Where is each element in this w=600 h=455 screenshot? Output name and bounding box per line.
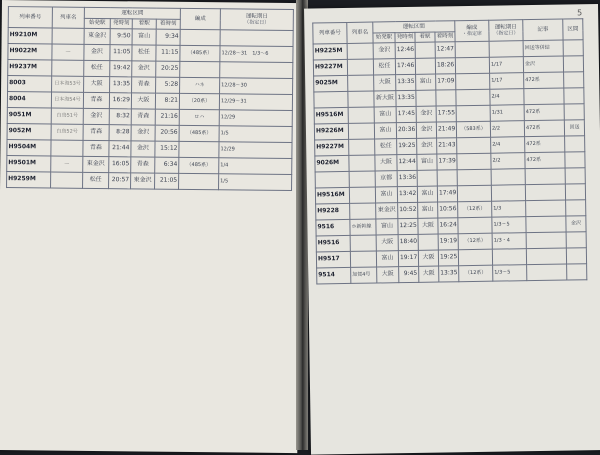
cell-dep: 10:52 <box>398 202 418 218</box>
cell-from: 青森 <box>83 124 109 140</box>
cell-no: H9210M <box>8 28 52 44</box>
cell-arr: 17:39 <box>437 154 457 170</box>
cell-section <box>563 40 583 56</box>
cell-remarks <box>525 184 565 201</box>
cell-to: 大阪 <box>418 250 438 266</box>
cell-dep: 19:17 <box>398 250 418 266</box>
cell-formation <box>456 73 490 90</box>
cell-formation: （583系） <box>456 121 490 138</box>
cell-no: H9226M <box>314 123 348 140</box>
cell-arr: 10:56 <box>438 202 458 218</box>
cell-no: H9517 <box>316 251 350 268</box>
cell-name <box>348 107 374 123</box>
cell-to: 金沢 <box>131 125 155 141</box>
cell-no: H9516M <box>314 107 348 124</box>
cell-no: H9228 <box>316 203 350 220</box>
cell-name: — <box>51 156 83 172</box>
cell-remarks: 472系 <box>524 104 564 121</box>
cell-to: 青森 <box>132 77 156 93</box>
cell-remarks: 472系 <box>524 72 564 89</box>
cell-to: 富山 <box>418 202 438 218</box>
cell-to: 富山 <box>417 186 437 202</box>
cell-to: 大阪 <box>419 266 439 282</box>
cell-no: H9022M <box>8 44 52 60</box>
cell-dep: 12:25 <box>398 218 418 234</box>
header-dep-time: 発時刻 <box>395 32 415 42</box>
cell-arr: 21:49 <box>436 122 456 138</box>
cell-to: 金沢 <box>416 106 436 122</box>
cell-arr: 21:16 <box>155 109 179 125</box>
left-timetable-body <box>7 28 294 191</box>
cell-formation: ロハ <box>179 109 219 125</box>
cell-from: 金沢 <box>84 44 110 60</box>
cell-from: 富山 <box>374 123 396 139</box>
cell-arr: 11:15 <box>156 45 180 61</box>
cell-dep: 13:36 <box>397 170 417 186</box>
cell-no: 8004 <box>7 92 51 108</box>
cell-days: 1/17 <box>490 73 524 90</box>
cell-section <box>564 72 584 88</box>
cell-dep: 13:35 <box>110 77 132 93</box>
cell-name: 加賀4号 <box>351 267 377 283</box>
cell-days <box>220 30 293 47</box>
cell-dep: 18:40 <box>398 234 418 250</box>
cell-dep: 16:05 <box>109 157 131 173</box>
cell-section <box>566 200 586 216</box>
cell-name: 日本海54号 <box>51 92 83 108</box>
cell-section <box>565 136 585 152</box>
cell-formation <box>180 61 220 77</box>
header-days-label: 運転期日 <box>245 13 268 20</box>
cell-remarks <box>525 168 565 185</box>
cell-name: 日本海53号 <box>52 76 84 92</box>
cell-name <box>348 123 374 139</box>
cell-name <box>348 75 374 91</box>
cell-from: 東金沢 <box>376 203 398 219</box>
cell-name: 白鳥52号 <box>51 124 83 140</box>
cell-from: 青森 <box>83 140 109 156</box>
cell-remarks: 472系 <box>525 136 565 153</box>
cell-to: 金沢 <box>417 138 437 154</box>
cell-no: 9051M <box>7 108 51 124</box>
cell-to: 東金沢 <box>131 173 155 189</box>
cell-days: 1/5 <box>219 126 292 143</box>
cell-from: 新大阪 <box>374 91 396 107</box>
cell-no: 9026M <box>315 155 349 172</box>
cell-days <box>491 169 525 186</box>
cell-from: 大阪 <box>376 235 398 251</box>
cell-section: 金沢 <box>566 216 586 232</box>
cell-formation <box>179 173 219 189</box>
cell-dep: 12:46 <box>395 42 415 58</box>
cell-from: 大阪 <box>374 75 396 91</box>
cell-from: 大阪 <box>375 155 397 171</box>
cell-no <box>314 91 348 108</box>
cell-dep: 17:46 <box>395 58 415 74</box>
cell-section <box>564 88 584 104</box>
cell-from: 富山 <box>376 251 398 267</box>
cell-days <box>220 62 293 79</box>
cell-formation: （20系） <box>179 93 219 109</box>
cell-arr: 20:56 <box>155 125 179 141</box>
cell-name <box>347 59 373 75</box>
cell-arr: 13:35 <box>439 266 459 282</box>
cell-dep: 12:44 <box>397 154 417 170</box>
cell-days: 1/3〜5 <box>493 265 527 282</box>
cell-days: 2/4 <box>490 89 524 106</box>
cell-formation <box>457 169 491 186</box>
cell-no: H9227M <box>313 59 347 76</box>
cell-name <box>348 91 374 107</box>
cell-no: H9501M <box>7 156 51 172</box>
cell-from: 富山 <box>375 187 397 203</box>
cell-to: 金沢 <box>131 141 155 157</box>
header-days <box>220 9 293 31</box>
cell-name <box>350 203 376 219</box>
cell-formation <box>458 249 492 266</box>
cell-dep: 13:35 <box>396 90 416 106</box>
cell-dep: 13:35 <box>396 74 416 90</box>
cell-from: 青森 <box>83 92 109 108</box>
table-row <box>7 172 292 191</box>
cell-name <box>51 172 83 188</box>
cell-formation: ハネ <box>180 77 220 93</box>
header-operation: 運転区間 <box>373 21 455 33</box>
cell-dep: 20:36 <box>396 122 416 138</box>
cell-to <box>415 42 435 58</box>
cell-remarks <box>526 248 566 265</box>
cell-arr: 15:12 <box>155 141 179 157</box>
cell-arr: 19:19 <box>438 234 458 250</box>
header-arrival-station: 着駅 <box>132 19 156 29</box>
header-days-sub: （指定日） <box>244 19 270 26</box>
cell-from: 松任 <box>373 59 395 75</box>
cell-remarks: 金沢 <box>523 56 563 73</box>
cell-no: H9237M <box>8 60 52 76</box>
header-formation-label: 編成 <box>466 24 478 31</box>
cell-days: 12/29 <box>219 110 292 127</box>
cell-days <box>491 185 525 202</box>
cell-arr: 17:49 <box>437 186 457 202</box>
header-arr-time: 着時刻 <box>156 19 180 29</box>
header-formation: 編成 <box>180 8 220 29</box>
cell-days: 2/2 <box>491 153 525 170</box>
cell-dep: 9:50 <box>110 29 132 45</box>
header-remarks: 記事 <box>523 19 563 41</box>
cell-days: 2/2 <box>490 121 524 138</box>
cell-arr: 17:55 <box>436 106 456 122</box>
header-departure-station: 始発駅 <box>373 33 395 43</box>
cell-remarks <box>524 88 564 105</box>
cell-section <box>566 232 586 248</box>
cell-days <box>489 41 523 58</box>
cell-formation <box>180 29 220 45</box>
cell-arr <box>436 90 456 106</box>
cell-dep: 9:45 <box>399 266 419 282</box>
header-dep-time: 発時刻 <box>110 19 132 29</box>
cell-dep: 13:42 <box>397 186 417 202</box>
cell-days: 12/29〜31 <box>219 94 292 111</box>
header-formation <box>455 20 489 42</box>
cell-dep: 8:28 <box>109 125 131 141</box>
cell-remarks <box>526 216 566 233</box>
cell-from: 富山 <box>376 219 398 235</box>
cell-remarks: 回送等併結 <box>523 40 563 57</box>
header-section: 区間 <box>563 19 583 40</box>
cell-name <box>349 171 375 187</box>
cell-from: 松任 <box>375 139 397 155</box>
cell-arr: 19:25 <box>438 250 458 266</box>
cell-dep: 21:44 <box>109 141 131 157</box>
cell-from: 金沢 <box>373 43 395 59</box>
cell-no: 9052M <box>7 124 51 140</box>
cell-from: 大阪 <box>377 267 399 283</box>
cell-formation <box>179 141 219 157</box>
cell-dep: 16:29 <box>109 93 131 109</box>
cell-days: 1/17 <box>489 57 523 74</box>
cell-remarks: 472系 <box>525 152 565 169</box>
cell-remarks <box>526 232 566 249</box>
header-arrival-station: 着駅 <box>415 32 435 42</box>
cell-to: 富山 <box>417 154 437 170</box>
cell-section <box>563 56 583 72</box>
cell-from: 松任 <box>84 60 110 76</box>
cell-days: 12/28〜31 1/3〜6 <box>220 46 293 63</box>
cell-from: 金沢 <box>83 108 109 124</box>
cell-no: H9259M <box>7 172 51 188</box>
cell-to <box>417 170 437 186</box>
cell-name <box>349 187 375 203</box>
header-train-number: 列車番号 <box>8 7 52 28</box>
cell-to <box>415 58 435 74</box>
cell-formation <box>455 41 489 58</box>
cell-arr: 16:24 <box>438 218 458 234</box>
cell-arr: 5:28 <box>156 77 180 93</box>
cell-name <box>349 155 375 171</box>
cell-from: 東金沢 <box>84 28 110 44</box>
page-number: 5 <box>576 8 583 18</box>
cell-dep: 19:42 <box>110 61 132 77</box>
header-train-name: 列車名 <box>52 7 84 28</box>
cell-to: 青森 <box>131 157 155 173</box>
cell-no: 9516 <box>316 219 350 236</box>
cell-name: — <box>52 44 84 60</box>
cell-arr: 6:34 <box>155 157 179 173</box>
cell-no: H9516 <box>316 235 350 252</box>
cell-no: H9516M <box>315 187 349 204</box>
cell-days: 12/28〜30 <box>220 78 293 95</box>
cell-days: 1/3〜5 <box>492 217 526 234</box>
cell-to: 大阪 <box>418 218 438 234</box>
cell-name <box>350 235 376 251</box>
cell-days <box>492 249 526 266</box>
cell-remarks <box>526 200 566 217</box>
cell-to <box>416 90 436 106</box>
header-days <box>489 20 523 42</box>
cell-dep: 17:45 <box>396 106 416 122</box>
cell-dep: 19:25 <box>397 138 417 154</box>
cell-to <box>418 234 438 250</box>
cell-from: 京都 <box>375 171 397 187</box>
cell-name <box>52 28 84 44</box>
cell-remarks: 472系 <box>524 120 564 137</box>
cell-formation: （485系） <box>180 45 220 61</box>
cell-to: 富山 <box>132 29 156 45</box>
cell-dep: 11:05 <box>110 45 132 61</box>
cell-formation: （12系） <box>458 201 492 218</box>
cell-days: 1/4 <box>219 158 292 175</box>
cell-arr: 8:21 <box>155 93 179 109</box>
cell-name <box>350 251 376 267</box>
cell-days: 1/31 <box>490 105 524 122</box>
cell-formation: （485系） <box>179 125 219 141</box>
cell-days: 1/3・4 <box>492 233 526 250</box>
cell-days: 1/3 <box>492 201 526 218</box>
cell-formation <box>456 89 490 106</box>
cell-name <box>52 60 84 76</box>
cell-formation: （12系） <box>459 265 493 282</box>
cell-from: 松任 <box>83 172 109 188</box>
left-timetable <box>6 6 294 191</box>
cell-section <box>567 264 587 280</box>
cell-to: 富山 <box>416 74 436 90</box>
cell-dep: 20:57 <box>109 173 131 189</box>
cell-name <box>51 140 83 156</box>
cell-arr: 21:05 <box>155 173 179 189</box>
cell-arr: 21:43 <box>437 138 457 154</box>
cell-days: 1/5 <box>219 174 292 191</box>
cell-days: 2/4 <box>491 137 525 154</box>
cell-from: 大阪 <box>84 76 110 92</box>
cell-no: H9504M <box>7 140 51 156</box>
cell-no: 9514 <box>317 267 351 284</box>
cell-arr: 18:26 <box>435 58 455 74</box>
cell-arr: 9:34 <box>156 29 180 45</box>
cell-no: H9225M <box>313 43 347 60</box>
header-days-label: 運転期日 <box>494 23 517 31</box>
cell-name: ホ新幹線 <box>350 219 376 235</box>
header-days-sub: （指定日） <box>493 30 519 37</box>
table-row <box>317 264 587 284</box>
cell-formation <box>457 137 491 154</box>
cell-to: 金沢 <box>132 61 156 77</box>
cell-to: 青森 <box>131 109 155 125</box>
cell-arr: 20:25 <box>156 61 180 77</box>
cell-section <box>565 152 585 168</box>
header-train-number: 列車番号 <box>313 22 347 44</box>
cell-no: H9227M <box>315 139 349 156</box>
cell-to: 松任 <box>132 45 156 61</box>
cell-arr: 12:47 <box>435 42 455 58</box>
cell-dep: 8:32 <box>109 109 131 125</box>
right-timetable-body <box>313 40 587 284</box>
cell-section: 回送 <box>564 120 584 136</box>
cell-formation <box>458 217 492 234</box>
cell-section <box>565 168 585 184</box>
cell-name <box>347 43 373 59</box>
right-page <box>304 4 600 455</box>
cell-formation <box>455 57 489 74</box>
cell-no: 8003 <box>8 76 52 92</box>
header-formation-sub: ・指定席 <box>461 30 483 37</box>
cell-formation <box>456 105 490 122</box>
header-departure-station: 始発駅 <box>84 18 110 28</box>
cell-to: 金沢 <box>416 122 436 138</box>
cell-section <box>565 184 585 200</box>
cell-formation <box>457 153 491 170</box>
cell-formation: （12系） <box>458 233 492 250</box>
cell-days: 12/29 <box>219 142 292 159</box>
cell-arr <box>437 170 457 186</box>
cell-name: 白鳥51号 <box>51 108 83 124</box>
cell-from: 富山 <box>374 107 396 123</box>
cell-to: 大阪 <box>131 93 155 109</box>
header-operation: 運転区間 <box>84 7 180 19</box>
cell-name <box>349 139 375 155</box>
cell-from: 東金沢 <box>83 156 109 172</box>
cell-formation <box>457 185 491 202</box>
cell-no <box>315 171 349 188</box>
cell-arr: 17:09 <box>436 74 456 90</box>
header-arr-time: 着時刻 <box>435 32 455 42</box>
cell-section <box>564 104 584 120</box>
header-train-name: 列車名 <box>347 22 373 43</box>
cell-section <box>566 248 586 264</box>
right-timetable <box>312 18 587 284</box>
cell-no: 9025M <box>314 75 348 92</box>
cell-formation: （485系） <box>179 157 219 173</box>
cell-remarks <box>527 264 567 281</box>
